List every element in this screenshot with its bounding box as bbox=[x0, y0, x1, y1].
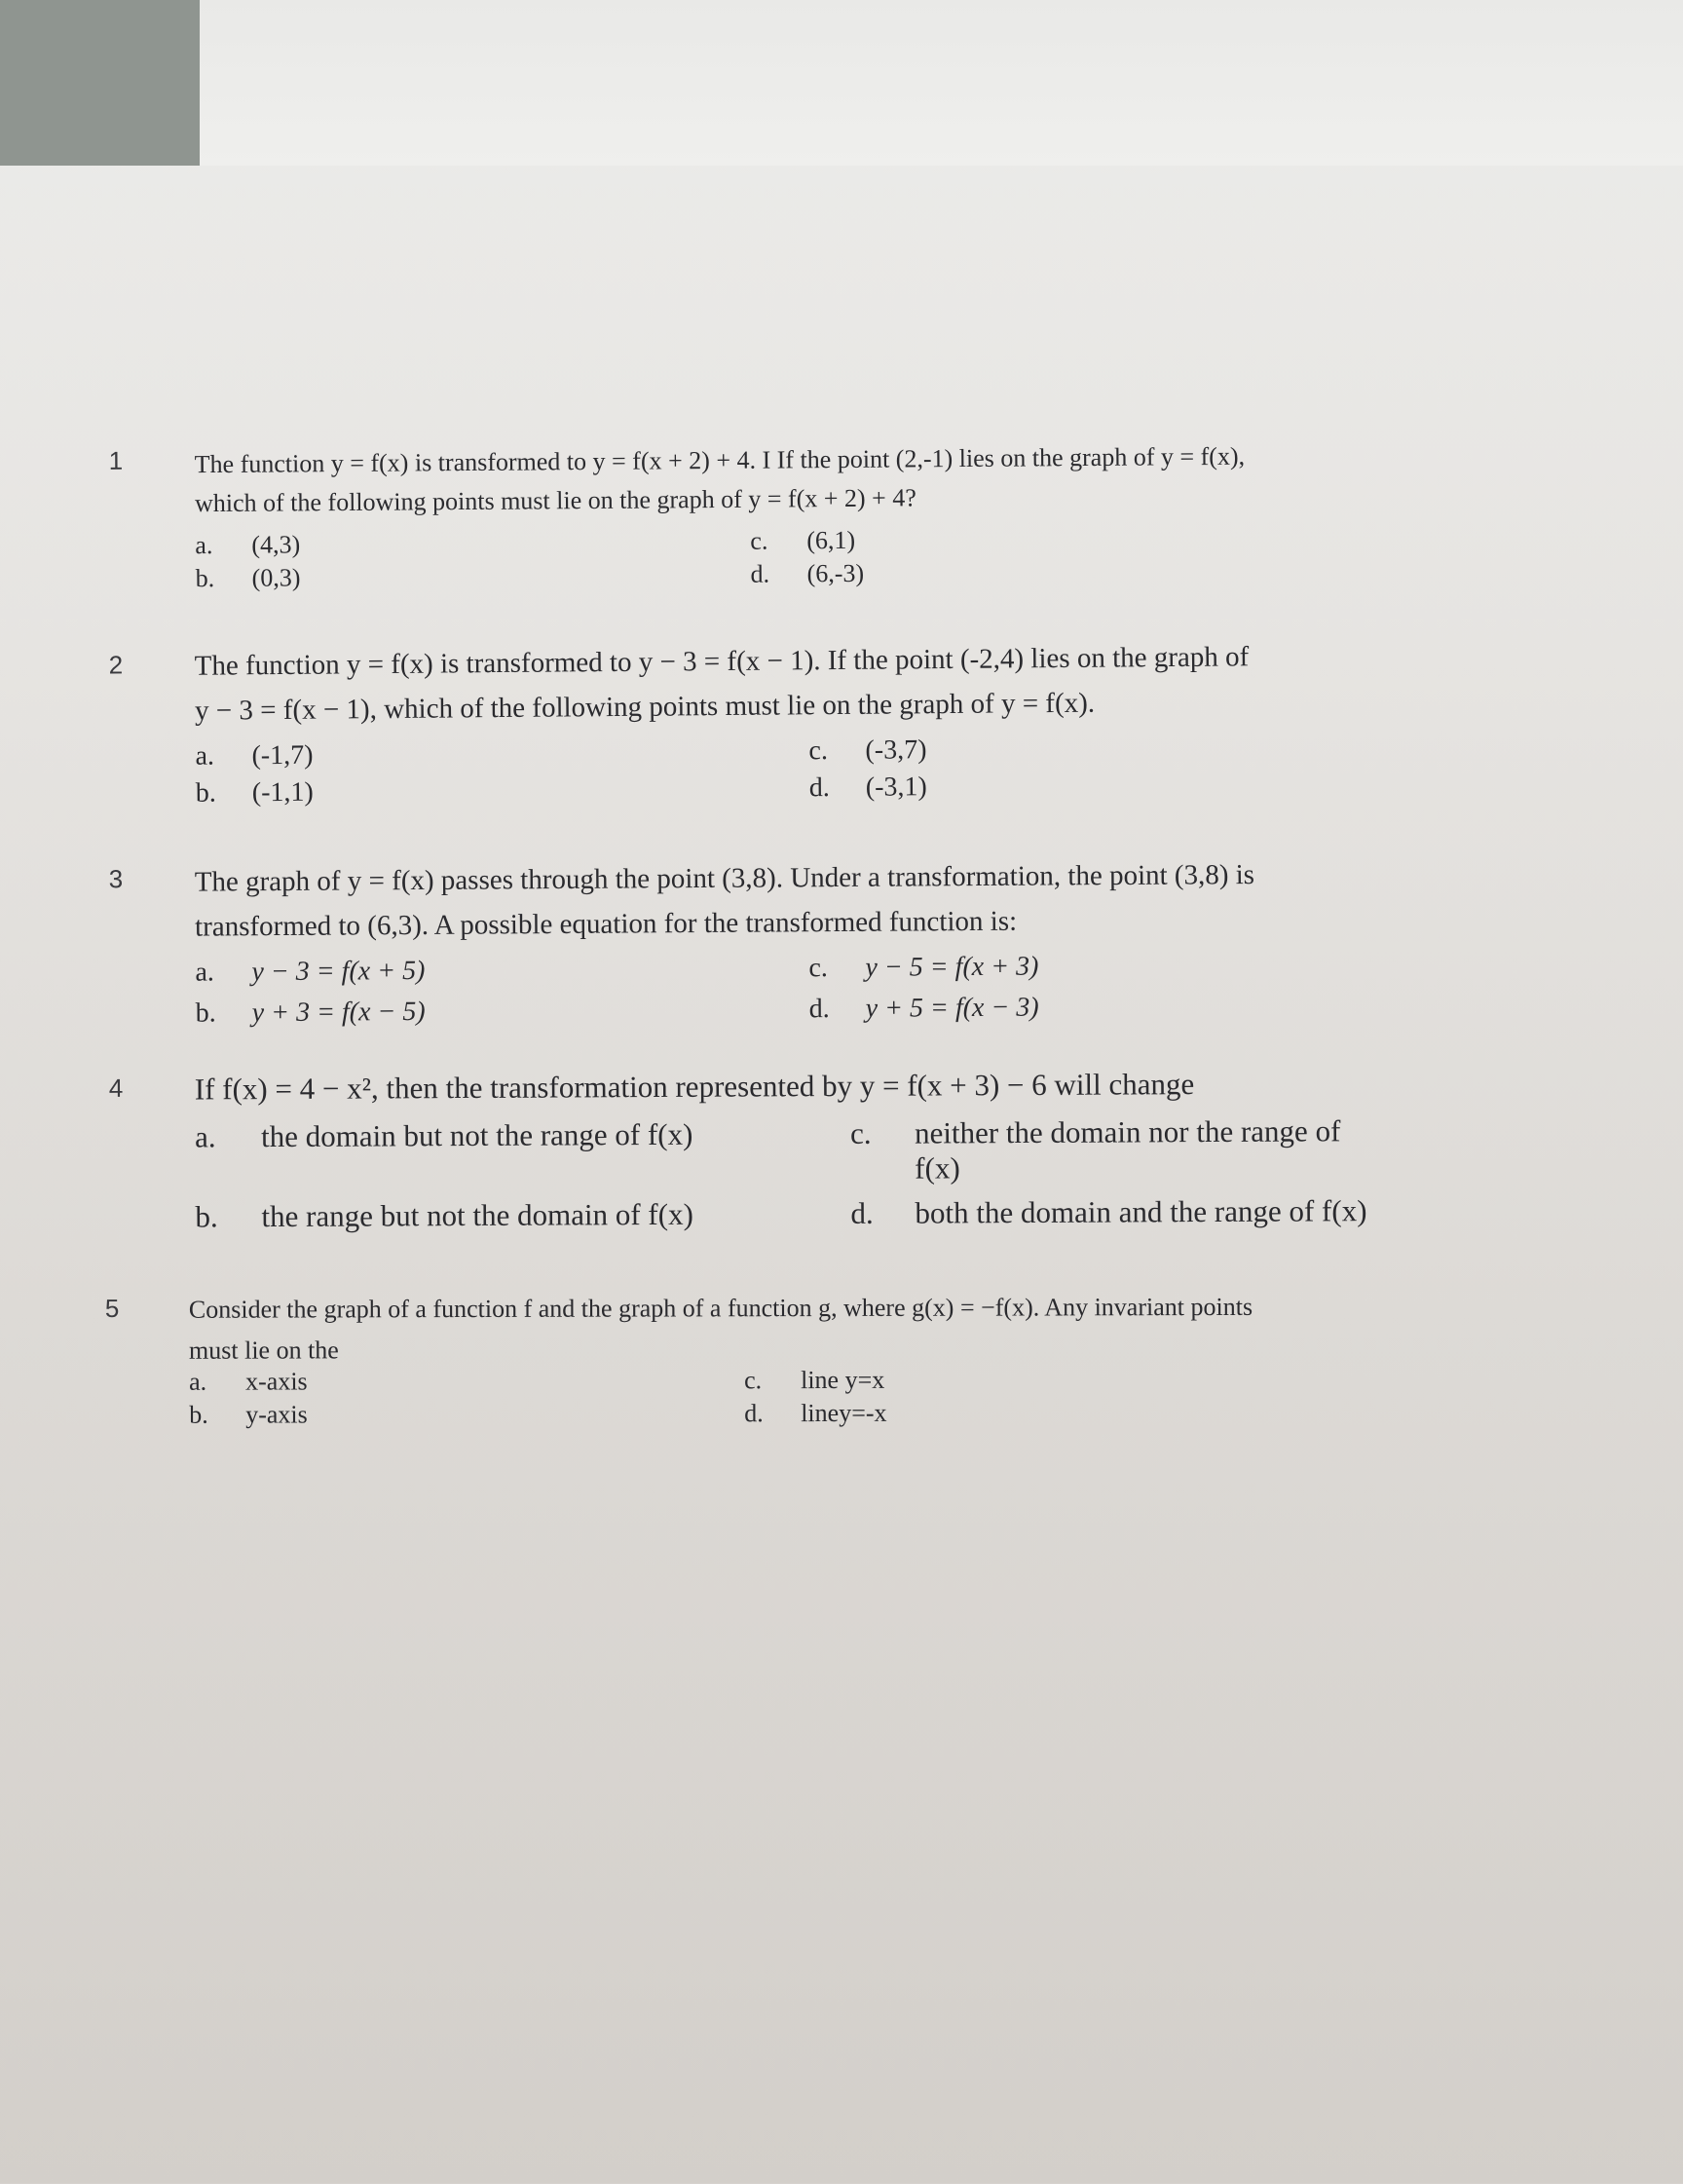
option-d[interactable] bbox=[744, 1399, 886, 1428]
option-d[interactable] bbox=[809, 993, 1039, 1026]
option-text: neither the domain nor the range of bbox=[914, 1113, 1341, 1150]
stem-line-1: Consider the graph of a function f and the graph of a function g, where g(x) = −f(x). Any invariant points bbox=[188, 1292, 1253, 1324]
option-label: c. bbox=[750, 526, 768, 555]
option-a[interactable] bbox=[195, 956, 425, 989]
option-label: d. bbox=[750, 559, 770, 588]
option-text-continued: f(x) bbox=[915, 1150, 960, 1186]
option-text: the domain but not the range of f(x) bbox=[260, 1116, 693, 1154]
stem-line-2: y − 3 = f(x − 1), which of the following points must lie on the graph of y = f(x). bbox=[194, 687, 1096, 727]
option-c[interactable] bbox=[750, 526, 855, 556]
option-c[interactable] bbox=[850, 1113, 1454, 1186]
option-label: d. bbox=[744, 1399, 764, 1428]
option-text: y-axis bbox=[245, 1400, 308, 1429]
question-stem bbox=[195, 1061, 1480, 1112]
option-a[interactable] bbox=[195, 1117, 693, 1155]
option-text: (6,-3) bbox=[806, 558, 865, 588]
option-text: (0,3) bbox=[251, 563, 301, 592]
option-text: y − 3 = f(x + 5) bbox=[251, 955, 426, 988]
option-c[interactable] bbox=[744, 1366, 884, 1395]
option-text: both the domain and the range of f(x) bbox=[915, 1193, 1367, 1230]
option-text: the range but not the domain of f(x) bbox=[261, 1196, 693, 1234]
question-number: 3 bbox=[108, 864, 124, 894]
option-label: b. bbox=[195, 998, 216, 1029]
option-label: b. bbox=[195, 777, 216, 809]
option-text: y − 5 = f(x + 3) bbox=[865, 951, 1039, 983]
option-text: y + 3 = f(x − 5) bbox=[251, 996, 426, 1029]
stem-line-2: must lie on the bbox=[188, 1336, 339, 1365]
stem-line-2: transformed to (6,3). A possible equation for the transformed function is: bbox=[194, 905, 1018, 943]
question-5 bbox=[0, 1286, 1683, 1429]
stem-line-1: If f(x) = 4 − x², then the transformation represented by y = f(x + 3) − 6 will change bbox=[194, 1067, 1195, 1107]
option-label: d. bbox=[850, 1195, 874, 1230]
option-c[interactable] bbox=[808, 952, 1038, 985]
option-text: x-axis bbox=[245, 1367, 308, 1396]
option-label: a. bbox=[195, 957, 214, 988]
option-b[interactable] bbox=[189, 1400, 308, 1429]
option-label: b. bbox=[189, 1400, 208, 1429]
option-text: line y=x bbox=[801, 1365, 885, 1395]
option-d[interactable] bbox=[850, 1193, 1366, 1231]
question-stem bbox=[195, 850, 1481, 949]
option-label: c. bbox=[808, 953, 828, 984]
question-stem bbox=[195, 435, 1481, 523]
question-stem bbox=[189, 1286, 1475, 1371]
option-label: c. bbox=[808, 735, 829, 767]
stem-line-1: The function y = f(x) is transformed to y = f(x + 2) + 4. I If the point (2,-1) lies on the graph of y = f(x), bbox=[194, 441, 1246, 479]
question-number: 1 bbox=[108, 445, 124, 475]
option-label: a. bbox=[194, 1119, 216, 1154]
option-label: d. bbox=[808, 772, 830, 804]
question-1 bbox=[0, 433, 1683, 593]
option-label: a. bbox=[189, 1367, 207, 1396]
question-number: 4 bbox=[108, 1073, 124, 1103]
stem-line-1: The graph of y = f(x) passes through the point (3,8). Under a transformation, the point (3,8) is bbox=[194, 859, 1255, 898]
option-label: a. bbox=[195, 531, 213, 560]
option-label: c. bbox=[744, 1366, 763, 1395]
option-c[interactable] bbox=[808, 734, 926, 767]
option-a[interactable] bbox=[189, 1367, 308, 1396]
option-label: b. bbox=[195, 1199, 218, 1234]
option-text: (-3,1) bbox=[865, 772, 927, 803]
option-b[interactable] bbox=[195, 1197, 693, 1235]
option-b[interactable] bbox=[196, 563, 301, 593]
question-4 bbox=[0, 1059, 1683, 1234]
question-2 bbox=[0, 630, 1682, 809]
question-number: 2 bbox=[108, 650, 124, 680]
option-label: b. bbox=[195, 564, 215, 593]
option-label: c. bbox=[849, 1115, 872, 1150]
option-label: a. bbox=[195, 740, 215, 772]
question-3 bbox=[0, 849, 1683, 1029]
question-number: 5 bbox=[104, 1293, 120, 1323]
option-label: d. bbox=[808, 994, 830, 1025]
option-text: (-1,7) bbox=[251, 739, 314, 772]
option-d[interactable] bbox=[750, 559, 864, 589]
option-b[interactable] bbox=[196, 777, 314, 810]
option-a[interactable] bbox=[195, 740, 313, 772]
option-text: y + 5 = f(x − 3) bbox=[865, 992, 1039, 1024]
option-b[interactable] bbox=[196, 997, 426, 1030]
option-text: (-3,7) bbox=[865, 734, 927, 766]
option-text: (-1,1) bbox=[251, 776, 314, 809]
option-text: (4,3) bbox=[251, 530, 301, 559]
option-text: liney=-x bbox=[801, 1398, 887, 1428]
option-a[interactable] bbox=[195, 530, 300, 560]
stem-line-2: which of the following points must lie on the graph of y = f(x + 2) + 4? bbox=[194, 483, 916, 518]
stem-line-1: The function y = f(x) is transformed to y − 3 = f(x − 1). If the point (-2,4) lies on the graph of bbox=[194, 641, 1250, 682]
option-d[interactable] bbox=[809, 772, 927, 804]
option-text: (6,1) bbox=[806, 525, 856, 555]
question-stem bbox=[195, 632, 1481, 734]
